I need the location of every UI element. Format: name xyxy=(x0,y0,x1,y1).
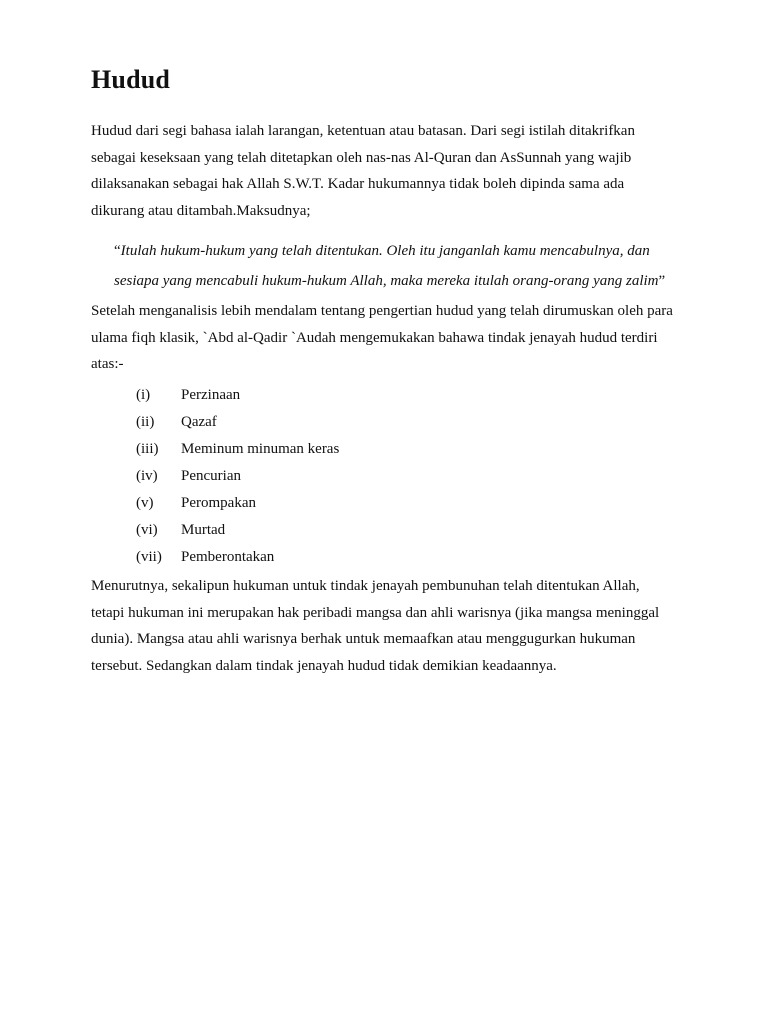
list-item-number: (iii) xyxy=(136,440,159,457)
after-quote-paragraph xyxy=(91,298,691,378)
closing-line: tetapi hukuman ini merupakan hak peribadi mangsa dan ahli warisnya (jika mangsa meninggal xyxy=(91,604,660,621)
document-title: Hudud xyxy=(91,65,171,94)
list-item xyxy=(136,382,691,409)
list-item-number: (vi) xyxy=(136,521,158,538)
quote-text: Itulah hukum-hukum yang telah ditentukan. Oleh itu janganlah kamu mencabulnya, dan xyxy=(120,242,650,259)
closing-line: Menurutnya, sekalipun hukuman untuk tindak jenayah pembunuhan telah ditentukan Allah, xyxy=(91,577,640,594)
list-item-label: Pemberontakan xyxy=(181,548,275,565)
quote-open-mark: “ xyxy=(114,242,121,259)
list-item-label: Perzinaan xyxy=(181,386,241,403)
intro-line: Hudud dari segi bahasa ialah larangan, ketentuan atau batasan. Dari segi istilah ditakrifkan xyxy=(91,123,635,139)
after-quote-line: Setelah menganalisis lebih mendalam tentang pengertian hudud yang telah dirumuskan oleh para xyxy=(91,302,673,319)
list-item-number: (vii) xyxy=(136,548,162,565)
after-quote-line: atas:- xyxy=(91,356,124,373)
list-item xyxy=(136,544,691,571)
list-item-label: Pencurian xyxy=(181,467,241,484)
quote-close-mark: ” xyxy=(658,272,666,289)
list-item xyxy=(136,409,691,436)
list-item-number: (i) xyxy=(136,386,151,403)
after-quote-line: ulama fiqh klasik, `Abd al-Qadir `Audah mengemukakan bahawa tindak jenayah hudud terdiri xyxy=(91,329,658,346)
list-item-label: Perompakan xyxy=(181,494,256,511)
list-item-label: Murtad xyxy=(181,521,226,538)
list-item-number: (v) xyxy=(136,494,154,511)
quote-line xyxy=(114,266,691,296)
list-item-number: (iv) xyxy=(136,467,158,484)
list-item xyxy=(136,490,691,517)
quran-quote xyxy=(91,236,691,296)
hudud-crime-list xyxy=(91,382,691,571)
closing-paragraph xyxy=(91,573,691,680)
intro-line: dikurang atau ditambah.Maksudnya; xyxy=(91,203,311,220)
intro-line: dilaksanakan sebagai hak Allah S.W.T. Kadar hukumannya tidak boleh dipinda sama ada xyxy=(91,176,625,193)
list-item xyxy=(136,463,691,490)
list-item xyxy=(136,517,691,544)
closing-line: dunia). Mangsa atau ahli warisnya berhak untuk memaafkan atau menggugurkan hukuman xyxy=(91,631,636,648)
closing-line: tersebut. Sedangkan dalam tindak jenayah hudud tidak demikian keadaannya. xyxy=(91,658,557,675)
intro-paragraph xyxy=(91,118,691,225)
list-item xyxy=(136,436,691,463)
intro-line: sebagai keseksaan yang telah ditetapkan oleh nas-nas Al-Quran dan AsSunnah yang wajib xyxy=(91,149,632,166)
document-page xyxy=(91,62,691,680)
list-item-label: Meminum minuman keras xyxy=(181,440,340,457)
list-item-label: Qazaf xyxy=(181,413,217,430)
list-item-number: (ii) xyxy=(136,413,155,430)
quote-line xyxy=(114,236,691,266)
quote-text: sesiapa yang mencabuli hukum-hukum Allah, maka mereka itulah orang-orang yang zalim xyxy=(114,272,659,289)
